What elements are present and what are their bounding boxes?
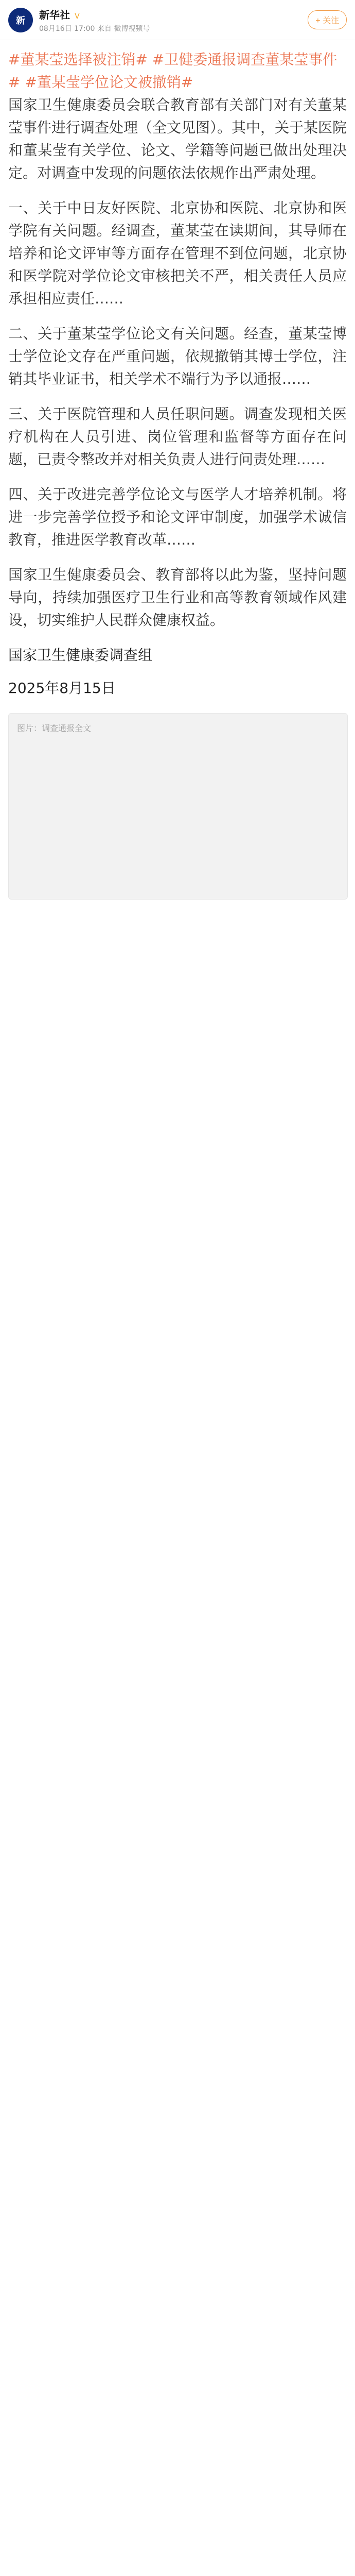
post-tags[interactable]: #董某莹选择被注销# #卫健委通报调查董某莹事件# #董某莹学位论文被撤销# [8, 51, 338, 91]
paragraph-4: 三、关于医院管理和人员任职问题。调查发现相关医疗机构在人员引进、岗位管理和监督等方面存在问题，已责令整改并对相关负责人进行问责处理…… [8, 405, 347, 468]
follow-button[interactable]: + 关注 [308, 10, 347, 29]
signature-date: 2025年8月15日 [8, 680, 116, 697]
post-content [0, 40, 355, 900]
signature-org: 国家卫生健康委调查组 [8, 647, 153, 664]
paragraph-1: 国家卫生健康委员会联合教育部有关部门对有关董某莹事件进行调查处理（全文见图）。其中，关于某医院和董某莹有关学位、论文、学籍等问题已做出处理决定。对调查中发现的问题依法依规作出严肃处理。 [8, 96, 347, 181]
paragraph-3: 二、关于董某莹学位论文有关问题。经查，董某莹博士学位论文存在严重问题，依规撤销其博士学位，注销其毕业证书，相关学术不端行为予以通报…… [8, 325, 347, 387]
author-meta [39, 7, 308, 33]
author-name[interactable]: 新华社 [39, 8, 70, 21]
post-paragraphs [8, 94, 347, 632]
paragraph-5: 四、关于改进完善学位论文与医学人才培养机制。将进一步完善学位授予和论文评审制度，加强学术诚信教育，推进医学教育改革…… [8, 486, 347, 548]
verified-badge-icon: V [75, 12, 80, 21]
paragraph-6: 国家卫生健康委员会、教育部将以此为鉴，坚持问题导向，持续加强医疗卫生行业和高等教育领域作风建设，切实维护人民群众健康权益。 [8, 566, 347, 629]
post-subtitle: 08月16日 17:00 来自 微博视频号 [39, 24, 150, 33]
post-header [0, 0, 355, 40]
post-image-caption: 图片：调查通报全文 [17, 723, 92, 733]
post-image[interactable] [8, 713, 348, 900]
paragraph-2: 一、关于中日友好医院、北京协和医院、北京协和医学院有关问题。经调查，董某莹在读期间，其导师在培养和论文评审等方面存在管理不到位问题，北京协和医学院对学位论文审核把关不严，相关责任人员应承担相应责任…… [8, 199, 347, 307]
author-avatar[interactable]: 新 [8, 8, 33, 32]
